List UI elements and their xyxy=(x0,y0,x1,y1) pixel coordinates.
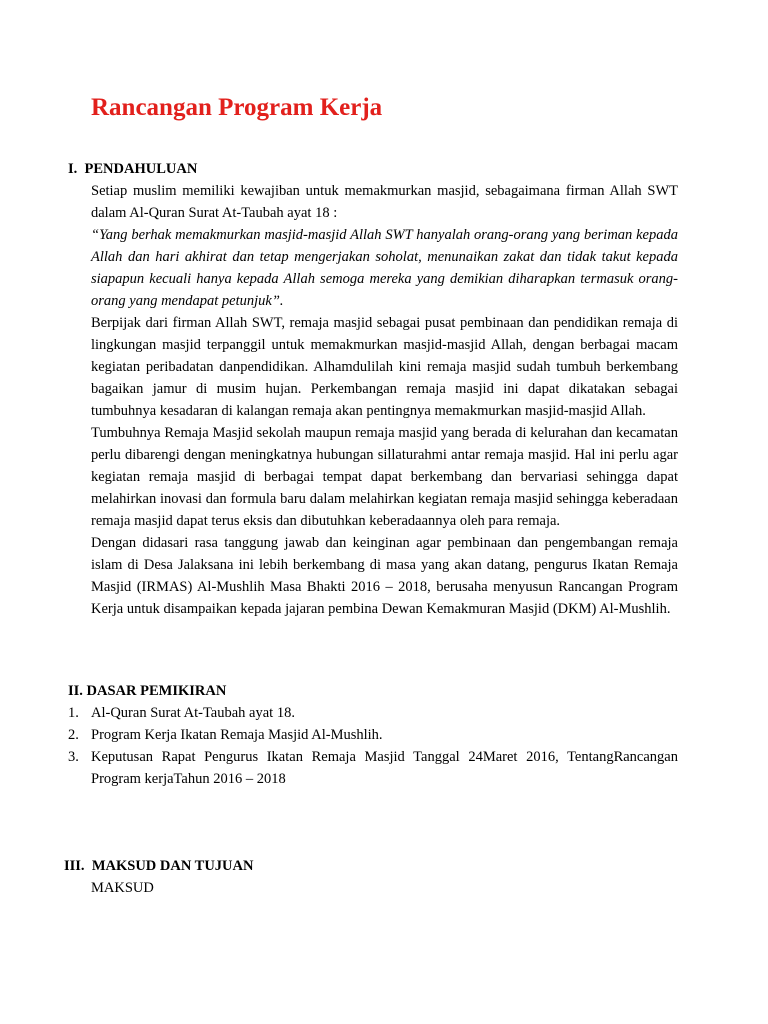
dasar-pemikiran-list xyxy=(68,702,678,790)
list-text: Al-Quran Surat At-Taubah ayat 18. xyxy=(91,705,295,721)
list-item xyxy=(68,724,678,746)
list-number: 2. xyxy=(68,727,79,743)
paragraph: Dengan didasari rasa tanggung jawab dan keinginan agar pembinaan dan pengembangan remaja islam di Desa Jalaksana ini lebih berkembang di masa yang akan datang, pengurus Ikatan Remaja Masjid (IRMAS) Al-Mushlih Masa Bhakti 2016 – 2018, berusaha menyusun Rancangan Program Kerja untuk disampaikan kepada jajaran pembina Dewan Kemakmuran Masjid (DKM) Al-Mushlih. xyxy=(91,535,678,617)
section-title: MAKSUD DAN TUJUAN xyxy=(91,858,254,874)
paragraph: Tumbuhnya Remaja Masjid sekolah maupun remaja masjid yang berada di kelurahan dan kecamatan perlu dibarengi dengan meningkatnya hubungan sillaturahmi antar remaja masjid. Hal ini perlu agar kegiatan remaja masjid di berbagai tempat dapat berkembang dan bervariasi sehingga dapat melahirkan inovasi dan formula baru dalam melahirkan kegiatan remaja masjid sehingga keberadaan remaja masjid dapat terus eksis dan dibutuhkan keberadaannya oleh para remaja. xyxy=(91,425,678,529)
list-number: 3. xyxy=(68,749,79,765)
section-title: DASAR PEMIKIRAN xyxy=(86,683,227,699)
list-item xyxy=(68,746,678,790)
quran-quote: “Yang berhak memakmurkan masjid-masjid Allah SWT hanyalah orang-orang yang beriman kepada Allah dan hari akhirat dan tetap mengerjakan soholat, menunaikan zakat dan tidak takut kepada siapapun kecuali hanya kepada Allah semoga mereka yang demikian diharapkan termasuk orang-orang yang mendapat petunjuk”. xyxy=(91,227,678,309)
list-item xyxy=(68,702,678,724)
document-title: Rancangan Program Kerja xyxy=(91,94,383,121)
paragraph: Berpijak dari firman Allah SWT, remaja masjid sebagai pusat pembinaan dan pendidikan remaja di lingkungan masjid terpanggil untuk memakmurkan masjid-masjid Allah, dengan berbagai macam kegiatan peribadatan danpendidikan. Alhamdulilah kini remaja masjid sudah tumbuh berkembang bagaikan jamur di musim hujan. Perkembangan remaja masjid ini dapat dikatakan sebagai tumbuhnya kesadaran di kalangan remaja akan pentingnya memakmurkan masjid-masjid Allah. xyxy=(91,315,678,419)
section-number: III. xyxy=(64,858,85,874)
section-body-pendahuluan xyxy=(91,180,678,620)
section-number: II. xyxy=(68,683,83,699)
section-title: PENDAHULUAN xyxy=(84,161,198,177)
section-heading-pendahuluan xyxy=(68,158,197,180)
section-number: I. xyxy=(68,161,78,177)
list-text: Keputusan Rapat Pengurus Ikatan Remaja Masjid Tanggal 24Maret 2016, TentangRancangan Program kerjaTahun 2016 – 2018 xyxy=(91,749,678,787)
section-heading-maksud-dan-tujuan xyxy=(64,855,253,877)
section-heading-dasar-pemikiran xyxy=(68,680,226,702)
list-number: 1. xyxy=(68,705,79,721)
list-text: Program Kerja Ikatan Remaja Masjid Al-Mushlih. xyxy=(91,727,383,743)
subheading-maksud: MAKSUD xyxy=(91,880,154,896)
paragraph: Setiap muslim memiliki kewajiban untuk memakmurkan masjid, sebagaimana firman Allah SWT dalam Al-Quran Surat At-Taubah ayat 18 : xyxy=(91,183,678,221)
